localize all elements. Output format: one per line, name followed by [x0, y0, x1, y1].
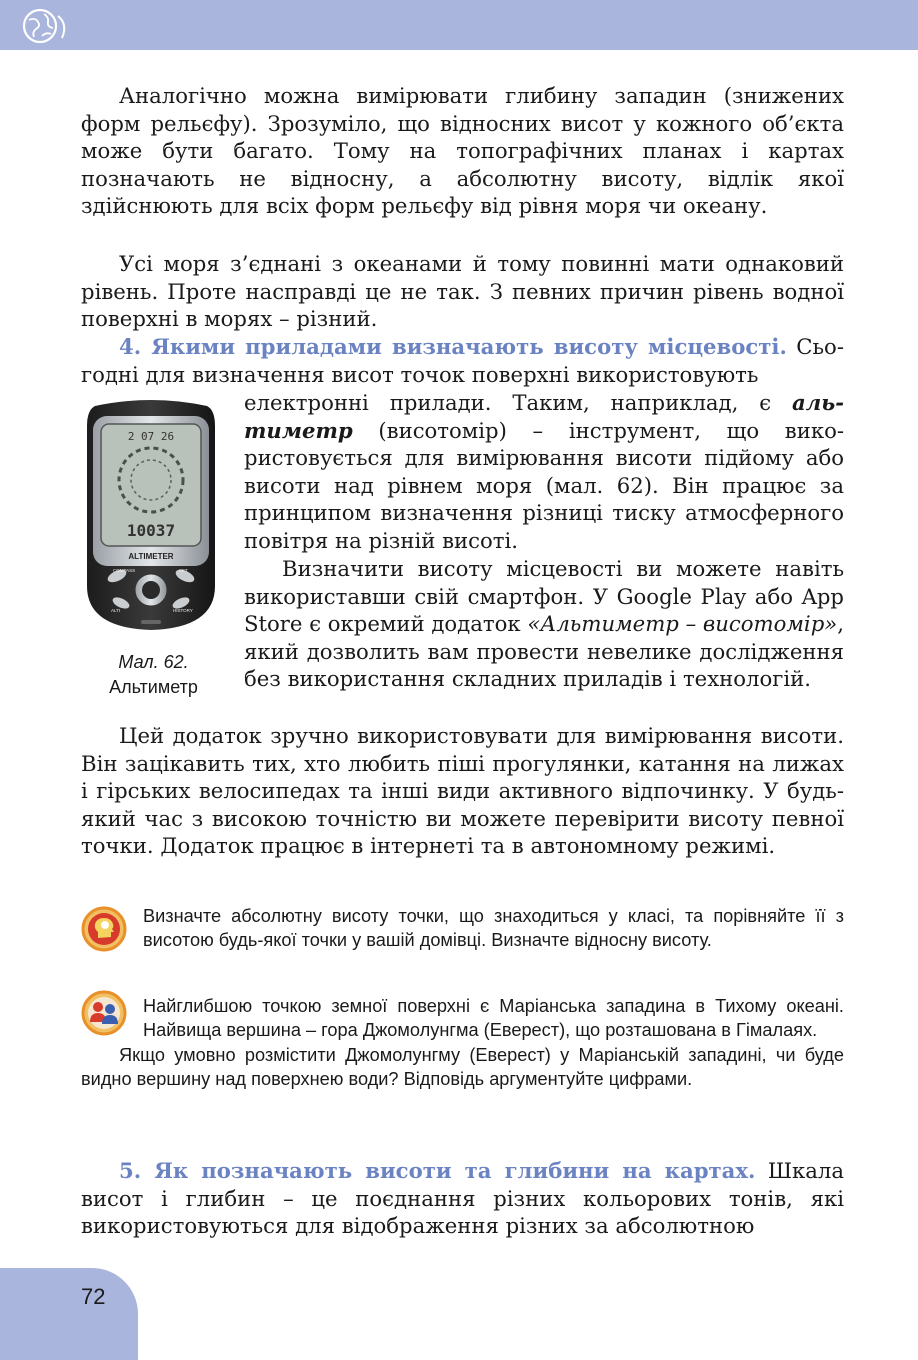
task-2 — [81, 994, 844, 1092]
paragraph-4-a: Визначити висоту місцевості ви можете навіть використавши свій смартфон. У Google Play або App Store є окремий додаток — [244, 556, 844, 637]
paragraph-3-wrap-a: електронні прилади. Таким, наприклад, є — [244, 390, 792, 415]
btn-alti-label: ALTI — [111, 608, 121, 613]
app-name: «Альтиметр – висотомір» — [527, 611, 838, 637]
paragraph-3-wrap — [244, 389, 844, 555]
head-bulb-icon — [81, 906, 127, 952]
paragraph-4 — [244, 555, 844, 693]
caption-title: Альтиметр — [109, 677, 198, 697]
paragraph-3-wrap-b: (висотомір) – інструмент, що використовується для вимірювання висоти підйому або висоти над рівнем моря (мал. 62). Він працює за принципом визначення різниці тиску атмосферного повітря на різній висоті. — [244, 417, 844, 553]
task-1-text: Визначте абсолютну висоту точки, що знаходиться у класі, та порівняйте її з висотою будь-якої точки у вашій домівці. Визначте відносну висоту. — [143, 906, 844, 951]
screen-bottom-readout: 10037 — [126, 521, 176, 540]
screen-top-readout: 2 07 26 — [127, 430, 175, 443]
btn-history-label: HISTORY — [173, 608, 193, 613]
paragraph-3-line: Сьогодні для визначення висот точок поверхні використовують — [81, 334, 844, 387]
paragraph-5: Цей додаток зручно використовувати для вимірювання висоти. Він зацікавить тих, хто любить піші прогулянки, катання на лижах і гірських велосипедах та інші види активного відпочинку. У будь-який час з високою точністю ви можете перевірити висоту певної точки. Додаток працює в інтернеті та в автономному режимі. — [81, 723, 844, 859]
caption-number: Мал. 62. — [118, 652, 189, 672]
task-1 — [81, 904, 844, 953]
paragraph-6 — [81, 1157, 844, 1240]
globe-icon — [20, 6, 72, 46]
paragraph-2: Усі моря з’єднані з океанами й тому повинні мати однаковий рівень. Проте насправді це не так. З певних причин рівень водної поверхні в морях – різний. — [81, 251, 844, 332]
page-number: 72 — [81, 1284, 106, 1309]
btn-set-label: SET — [179, 568, 188, 573]
btn-compass-label: COMPASS — [113, 568, 136, 573]
header-band — [0, 0, 918, 50]
paragraph-6-rest: Шкала висот і глибин – це поєднання різних кольорових тонів, які використовуються для відображення різних за абсолютною — [81, 1158, 844, 1239]
paragraph-4-b: , який дозволить вам провести невелике дослідження без використання складних приладів і технологій. — [244, 611, 844, 692]
figure-caption — [81, 650, 226, 700]
term-altimeter: альтиметр — [244, 390, 844, 443]
section-4-heading: 4. Якими приладами визначають висоту місцевості. — [119, 334, 787, 359]
paragraph-1: Аналогічно можна вимірювати глибину западин (знижених форм рельєфу). Зрозуміло, що відносних висот у кожного об’єкта може бути багато. Тому на топографічних планах і картах позначають не відносну, а абсолютну висоту, відлік якої здійснюють для всіх форм рельєфу від рівня моря чи океану. — [81, 83, 844, 219]
people-group-icon — [81, 990, 127, 1036]
paragraph-3-intro — [81, 333, 844, 388]
task-2-text-a: Найглибшою точкою земної поверхні є Маріанська западина в Тихому океані. Найвища вершина – гора Джомолунгма (Еверест), що розташована в Гімалаях. — [143, 996, 844, 1041]
altimeter-image — [81, 396, 221, 632]
task-2-text-b: Якщо умовно розмістити Джомолунгму (Еверест) у Маріанській западині, чи буде видно вершину над поверхнею води? Відповідь аргументуйте цифрами. — [81, 1044, 844, 1090]
section-5-heading: 5. Як позначають висоти та глибини на картах. — [119, 1158, 756, 1183]
page-number-tab — [0, 1268, 138, 1360]
device-label: ALTIMETER — [128, 552, 174, 561]
